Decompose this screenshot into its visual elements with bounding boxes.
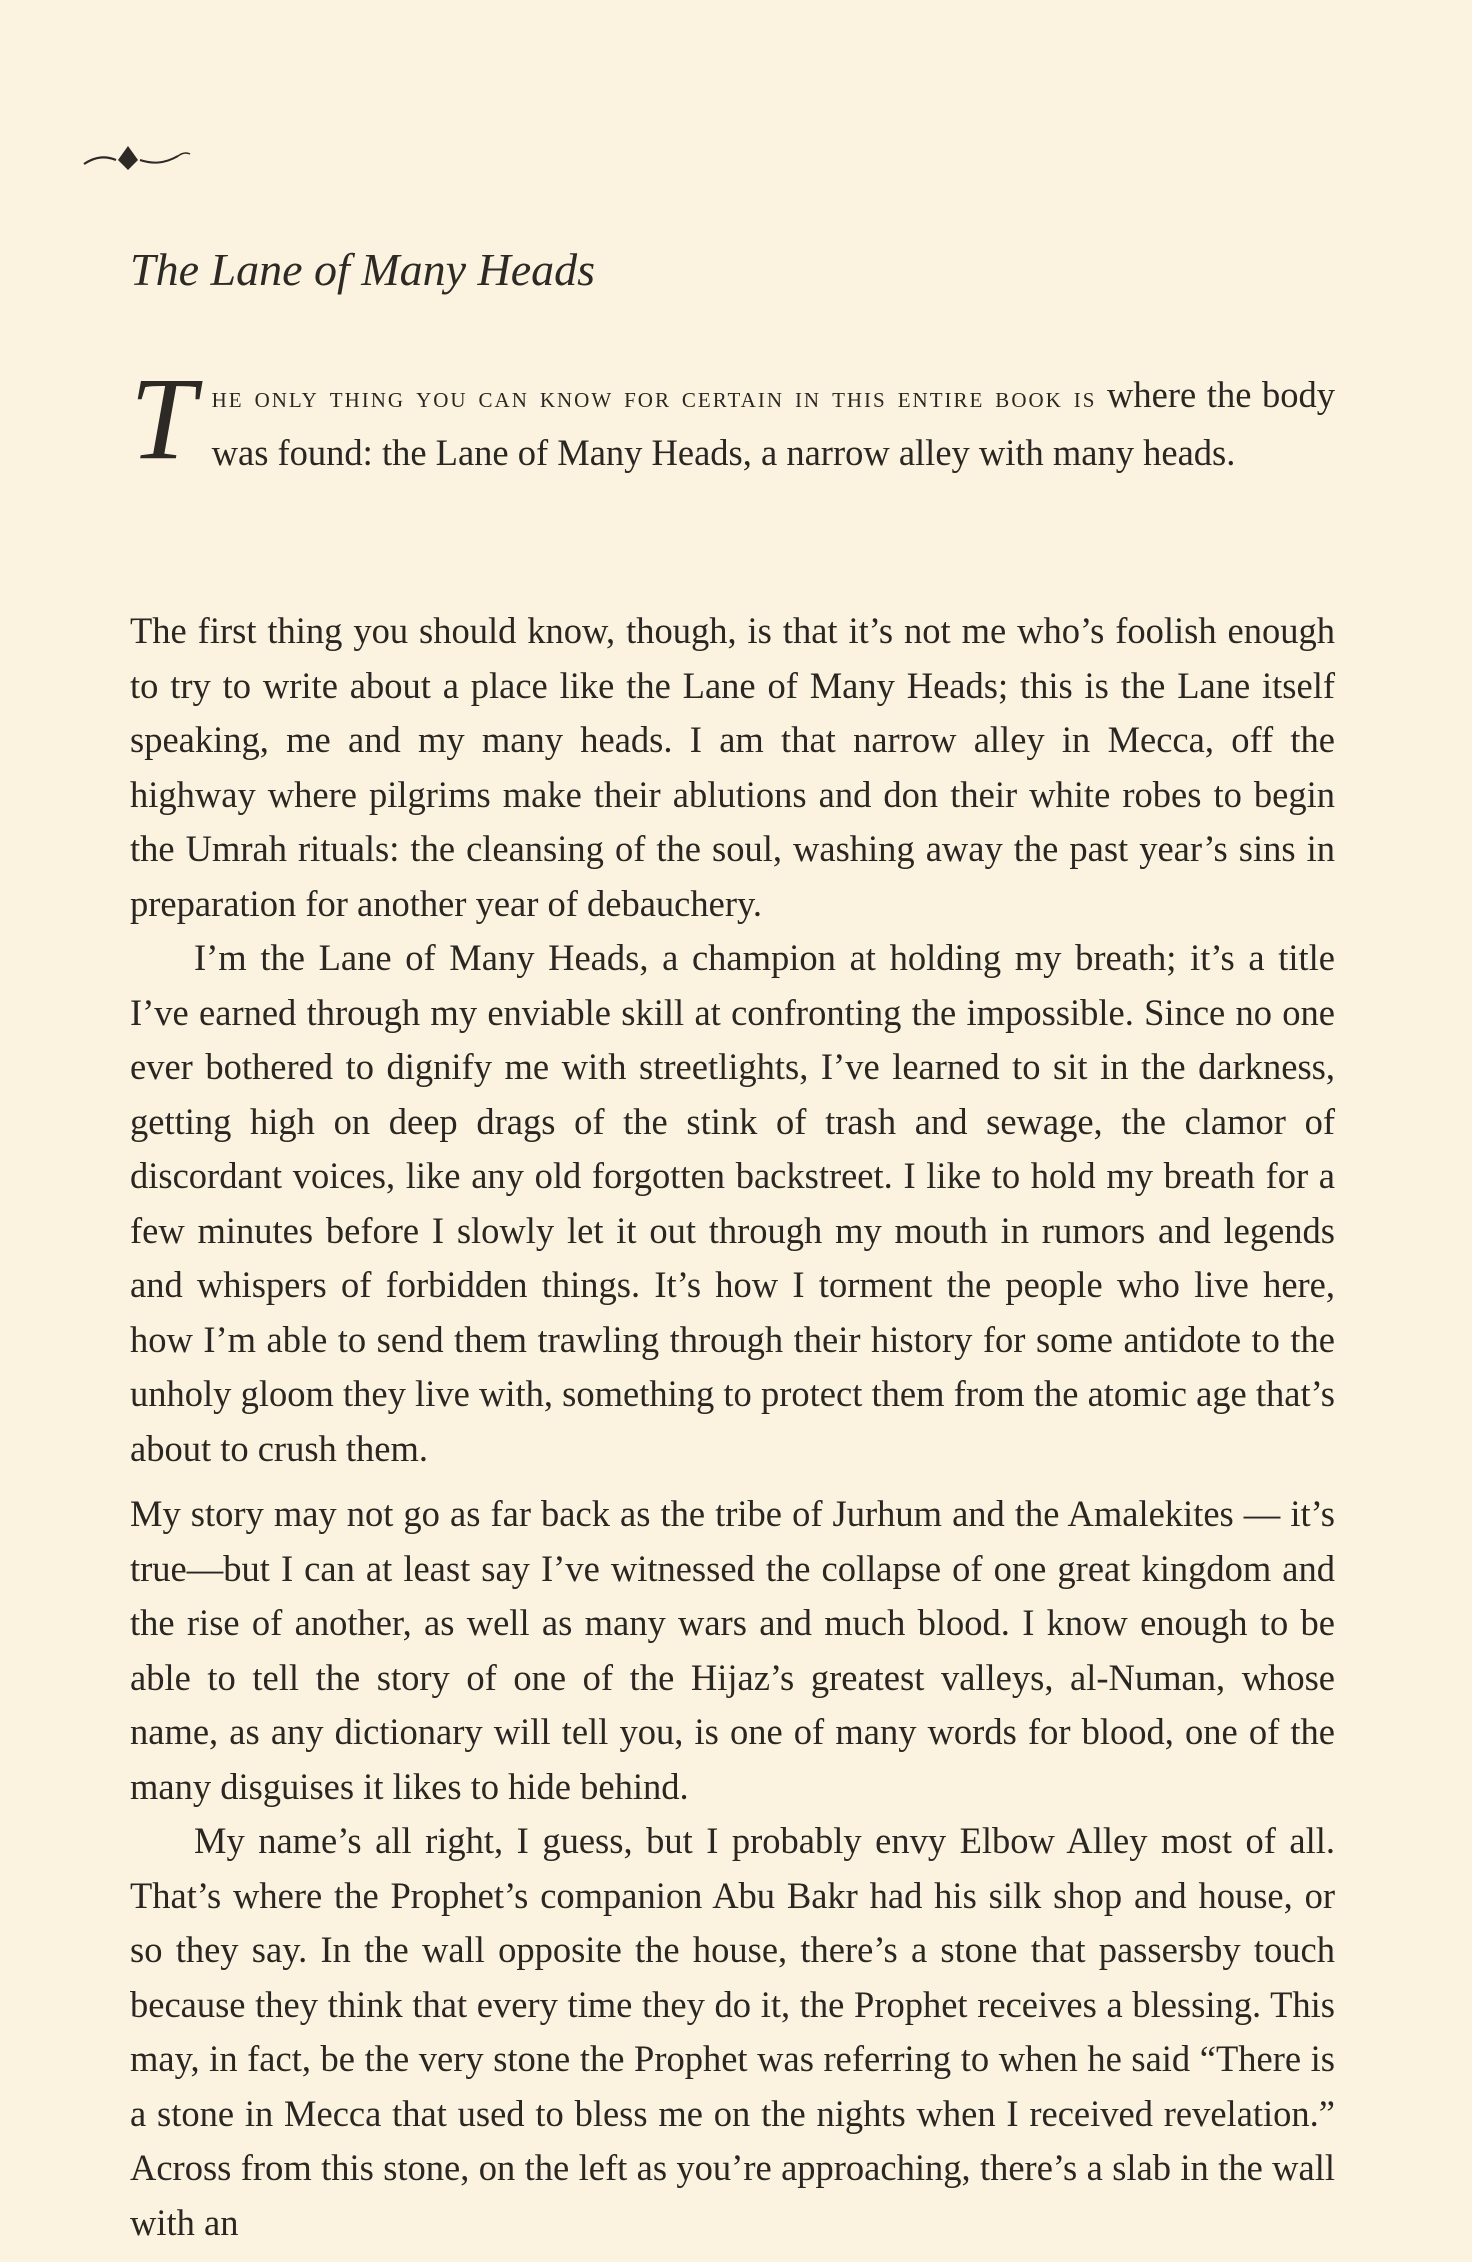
drop-cap: T [130, 353, 196, 484]
paragraph: My story may not go as far back as the tribe of Jurhum and the Amalekites — it’s true—but I can at least say I’ve witnessed the collapse of one great kingdom and the rise of another, as well as many wars and much blood. I know enough to be able to tell the story of one of the Hijaz’s greatest valleys, al-Numan, whose name, as any dictionary will tell you, is one of many words for blood, one of the many disguises it likes to hide behind. [130, 1493, 1335, 1807]
paragraph: The first thing you should know, though, is that it’s not me who’s foolish enough to try to write about a place like the Lane of Many Heads; this is the Lane itself speaking, me and my many heads. I am that narrow alley in Mecca, off the highway where pilgrims make their ablutions and don their white robes to begin the Umrah rituals: the cleansing of the soul, washing away the past year’s sins in preparation for another year of debauchery. [130, 610, 1335, 924]
section-two [130, 1487, 1335, 2250]
opening-smallcaps: he only thing you can know for certain in this entire book is [211, 381, 1097, 414]
paragraph: I’m the Lane of Many Heads, a champion at holding my breath; it’s a title I’ve earned through my enviable skill at confronting the impossible. Since no one ever bothered to dignify me with streetlights, I’ve learned to sit in the darkness, getting high on deep drags of the stink of trash and sewage, the clamor of discordant voices, like any old forgotten backstreet. I like to hold my breath for a few minutes before I slowly let it out through my mouth in rumors and legends and whispers of forbidden things. It’s how I torment the people who live here, how I’m able to send them trawling through their history for some antidote to the unholy gloom they live with, something to protect them from the atomic age that’s about to crush them. [130, 937, 1335, 1469]
chapter-body [130, 0, 1335, 484]
paragraph: My name’s all right, I guess, but I probably envy Elbow Alley most of all. That’s where the Prophet’s companion Abu Bakr had his silk shop and house, or so they say. In the wall opposite the house, there’s a stone that passersby touch because they think that every time they do it, the Prophet receives a blessing. This may, in fact, be the very stone the Prophet was referring to when he said “There is a stone in Mecca that used to bless me on the nights when I received revelation.” Across from this stone, on the left as you’re approaching, there’s a slab in the wall with an [130, 1820, 1335, 2243]
diamond-flourish-icon [82, 138, 192, 178]
chapter-title: The Lane of Many Heads [130, 244, 596, 295]
opening-paragraph [130, 353, 1335, 484]
section-one [130, 604, 1335, 1476]
opening-text: where the body was found: the Lane of Many Heads, a narrow alley with many heads. [211, 374, 1335, 473]
